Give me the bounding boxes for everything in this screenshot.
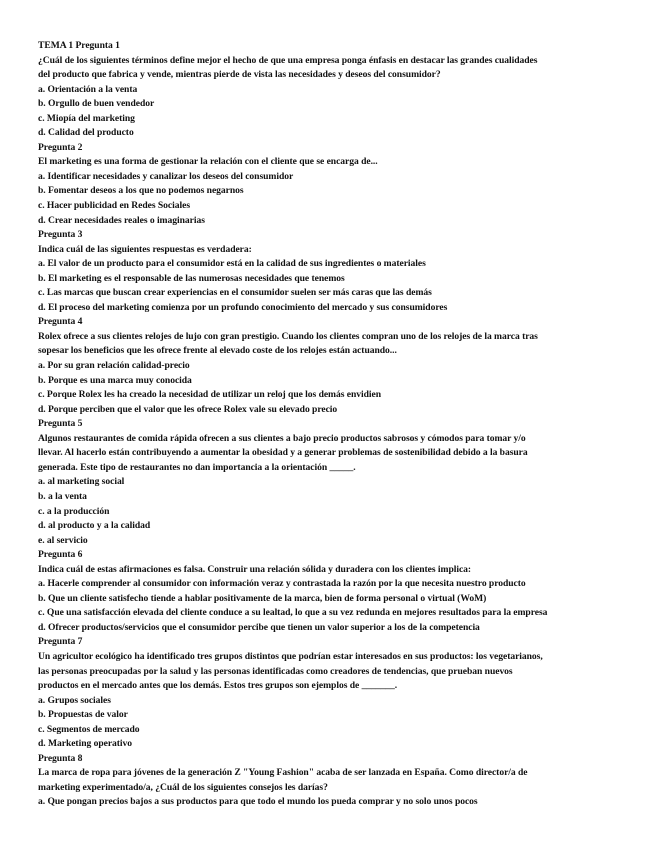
answer-option: d. Ofrecer productos/servicios que el consumidor percibe que tienen un valor superior a los de la competencia (38, 621, 480, 633)
answer-option: e. al servicio (38, 534, 88, 546)
question-prompt-line: El marketing es una forma de gestionar la relación con el cliente que se encarga de... (38, 156, 378, 168)
question-header: Pregunta 7 (38, 636, 83, 648)
question-header: Pregunta 3 (38, 229, 83, 241)
answer-option: a. Que pongan precios bajos a sus productos para que todo el mundo los pueda comprar y no solo unos pocos (38, 796, 478, 808)
answer-option: b. Porque es una marca muy conocida (38, 374, 192, 386)
question-prompt-line: La marca de ropa para jóvenes de la generación Z "Young Fashion" acaba de ser lanzada en España. Como director/a de (38, 767, 528, 779)
answer-option: d. al producto y a la calidad (38, 520, 151, 532)
answer-option: a. Hacerle comprender al consumidor con información veraz y contrastada la razón por la que necesita nuestro producto (38, 578, 526, 590)
answer-option: c. Las marcas que buscan crear experiencias en el consumidor suelen ser más caras que las demás (38, 287, 432, 299)
question-prompt-line: las personas preocupadas por la salud y las personas identificadas como creadores de tendencias, que prueban nuevos (38, 665, 513, 677)
question-prompt-line: Algunos restaurantes de comida rápida ofrecen a sus clientes a bajo precio productos sabrosos y cómodos para tomar y/o (38, 432, 526, 444)
question-prompt-line: sopesar los beneficios que les ofrece frente al elevado coste de los relojes están actuando... (38, 345, 397, 357)
answer-option: d. Porque perciben que el valor que les ofrece Rolex vale su elevado precio (38, 403, 338, 415)
question-prompt-line: llevar. Al hacerlo están contribuyendo a aumentar la obesidad y a generar problemas de sostenibilidad debido a la basura (38, 447, 528, 459)
question-prompt-line: Indica cuál de las siguientes respuestas es verdadera: (38, 243, 252, 255)
question-header: Pregunta 8 (38, 752, 83, 764)
answer-option: d. El proceso del marketing comienza por un profundo conocimiento del mercado y sus consumidores (38, 301, 448, 313)
answer-option: c. Que una satisfacción elevada del cliente conduce a su lealtad, lo que a su vez redunda en mejores resultados para la empresa (38, 607, 548, 619)
answer-option: a. El valor de un producto para el consumidor está en la calidad de sus ingredientes o materiales (38, 258, 426, 270)
question-header: Pregunta 4 (38, 316, 83, 328)
question-prompt-line: Un agricultor ecológico ha identificado tres grupos distintos que podrían estar interesados en sus productos: los vegetarianos, (38, 650, 543, 662)
answer-option: b. Fomentar deseos a los que no podemos negarnos (38, 185, 244, 197)
answer-option: b. El marketing es el responsable de las numerosas necesidades que tenemos (38, 272, 345, 284)
question-prompt-line: del producto que fabrica y vende, mientras pierde de vista las necesidades y deseos del consumidor? (38, 69, 441, 81)
question-header: TEMA 1 Pregunta 1 (38, 40, 120, 51)
answer-option: c. Segmentos de mercado (38, 723, 140, 735)
question-header: Pregunta 5 (38, 418, 83, 430)
question-prompt-line: generada. Este tipo de restaurantes no dan importancia a la orientación _____. (38, 461, 356, 473)
answer-option: c. a la producción (38, 505, 110, 517)
question-prompt-line: marketing experimentado/a, ¿Cuál de los siguientes consejos les darías? (38, 781, 328, 793)
question-prompt-line: Rolex ofrece a sus clientes relojes de lujo con gran prestigio. Cuando los clientes compran uno de los relojes de la marca tras (38, 330, 538, 342)
answer-option: b. a la venta (38, 490, 87, 502)
answer-option: a. Orientación a la venta (38, 83, 138, 95)
answer-option: b. Que un cliente satisfecho tiende a hablar positivamente de la marca, bien de forma personal o virtual (WoM) (38, 592, 487, 604)
answer-option: c. Porque Rolex les ha creado la necesidad de utilizar un reloj que los demás envidien (38, 389, 382, 401)
question-prompt-line: ¿Cuál de los siguientes términos define mejor el hecho de que una empresa ponga énfasis en destacar las grandes cualidades (38, 54, 538, 66)
answer-option: d. Marketing operativo (38, 738, 133, 750)
answer-option: b. Orgullo de buen vendedor (38, 98, 155, 110)
question-prompt-line: productos en el mercado antes que los demás. Estos tres grupos son ejemplos de _______. (38, 680, 398, 692)
answer-option: d. Crear necesidades reales o imaginarias (38, 214, 205, 226)
answer-option: b. Propuestas de valor (38, 709, 128, 721)
answer-option: c. Hacer publicidad en Redes Sociales (38, 200, 191, 212)
answer-option: d. Calidad del producto (38, 127, 134, 139)
question-prompt-line: Indica cuál de estas afirmaciones es falsa. Construir una relación sólida y duradera con los clientes implica: (38, 563, 472, 575)
answer-option: a. Identificar necesidades y canalizar los deseos del consumidor (38, 170, 294, 182)
question-header: Pregunta 6 (38, 549, 83, 561)
answer-option: c. Miopía del marketing (38, 112, 135, 124)
answer-option: a. Por su gran relación calidad-precio (38, 360, 190, 372)
answer-option: a. al marketing social (38, 476, 125, 488)
question-header: Pregunta 2 (38, 141, 83, 153)
answer-option: a. Grupos sociales (38, 694, 111, 706)
